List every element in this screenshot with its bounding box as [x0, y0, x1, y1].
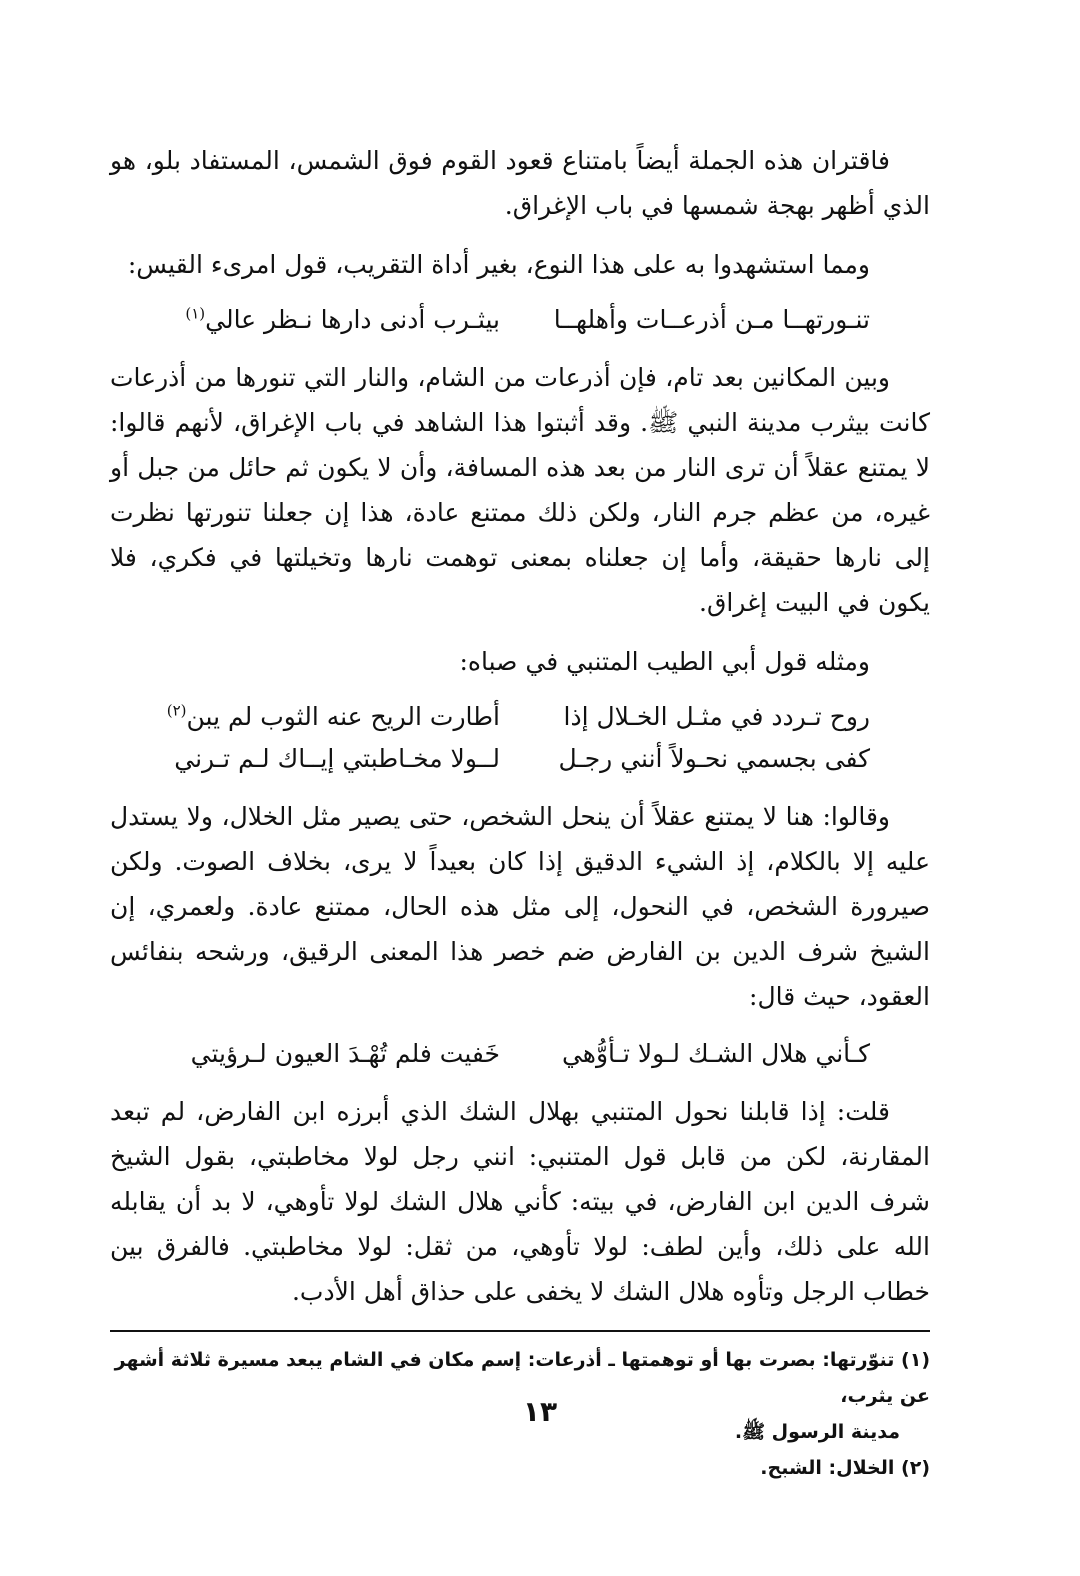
footnote-continuation: مدينة الرسول ﷺ.	[734, 1421, 900, 1443]
verse-hemistich: كفى بجسمي نحـولاً أنني رجـل	[558, 744, 870, 773]
footnote: (٢) الخلال: الشبح.	[760, 1457, 930, 1479]
verse-intro: ومثله قول أبي الطيب المتنبي في صباه:	[459, 647, 870, 676]
verse-hemistich-text: أطارت الريح عنه الثوب لم يبن	[186, 702, 500, 731]
verse-line	[110, 1033, 870, 1075]
verse-block	[110, 696, 930, 780]
verse-hemistich-text: بيثـرب أدنى دارها نـظر عالي	[205, 305, 500, 334]
verse-hemistich: لــولا مخـاطبتي إيــاك لـم تـرني	[174, 744, 500, 773]
verse-hemistich: روح تـردد في مثـل الخـلال إذا	[563, 702, 870, 731]
footnote-reference: (٢)	[166, 701, 187, 720]
verse-intro: ومما استشهدوا به على هذا النوع، بغير أداة التقريب، قول امرىء القيس:	[127, 250, 870, 279]
verse-hemistich	[166, 696, 500, 738]
verse-line	[110, 738, 870, 780]
verse-line	[110, 696, 870, 738]
page-body	[110, 130, 930, 1486]
paragraph: وبين المكانين بعد تام، فإن أذرعات من الشام، والنار التي تنورها من أذرعات كانت بيثرب مدينة النبي ﷺ. وقد أثبتوا هذا الشاهد في باب الإغراق، لأنهم قالوا: لا يمتنع عقلاً أن ترى النار من بعد هذه المسافة، وأن لا يكون ثم حائل من جبل أو غيره، من عظم جرم النار، ولكن ذلك ممتنع عادة، هذا إن جعلنا تنورتها نظرت إلى نارها حقيقة، وأما إن جعلناه بمعنى توهمت نارها وتخيلتها في فكري، فلا يكون في البيت إغراق.	[110, 363, 930, 617]
verse-block	[110, 299, 930, 341]
paragraph: فاقتران هذه الجملة أيضاً بامتناع قعود القوم فوق الشمس، المستفاد بلو، هو الذي أظهر بهجة شمسها في باب الإغراق.	[110, 146, 930, 220]
paragraph: قلت: إذا قابلنا نحول المتنبي بهلال الشك الذي أبرزه ابن الفارض، لم تبعد المقارنة، لكن من قابل قول المتنبي: انني رجل لولا مخاطبتي، بقول الشيخ شرف الدين ابن الفارض، في بيته: كأني هلال الشك لولا تأوهي، لا بد أن يقابله الله على ذلك، وأين لطف: لولا تأوهي، من ثقل: لولا مخاطبتي. فالفرق بين خطاب الرجل وتأوه هلال الشك لا يخفى على حذاق أهل الأدب.	[110, 1097, 930, 1306]
verse-hemistich: خَفيت فلم تُهْـدَ العيون لـرؤيتي	[190, 1039, 500, 1068]
verse-block	[110, 1033, 930, 1075]
footnote-reference: (١)	[185, 304, 206, 323]
verse-hemistich: كـأني هلال الشـك لـولا تـأوُّهي	[561, 1039, 870, 1068]
footnote-text: (١) تنوّرتها: بصرت بها أو توهمتها ـ أذرعات: إسم مكان في الشام يبعد مسيرة ثلاثة أشهر عن يثرب،	[114, 1349, 930, 1407]
verse-hemistich	[170, 299, 500, 341]
footnote-divider	[110, 1330, 930, 1332]
verse-line	[110, 299, 870, 341]
paragraph: وقالوا: هنا لا يمتنع عقلاً أن ينحل الشخص، حتى يصير مثل الخلال، ولا يستدل عليه إلا بالكلام، إذ الشيء الدقيق إذا كان بعيداً لا يرى، بخلاف الصوت. ولكن صيرورة الشخص، في النحول، إلى مثل هذه الحال، ممتنع عادة. ولعمري، إن الشيخ شرف الدين بن الفارض ضم خصر هذا المعنى الرقيق، ورشحه بنفائس العقود، حيث قال:	[110, 802, 930, 1011]
page-number: ١٣	[522, 1395, 558, 1428]
verse-hemistich: تنـورتهــا مـن أذرعــات وأهلهــا	[553, 305, 870, 334]
